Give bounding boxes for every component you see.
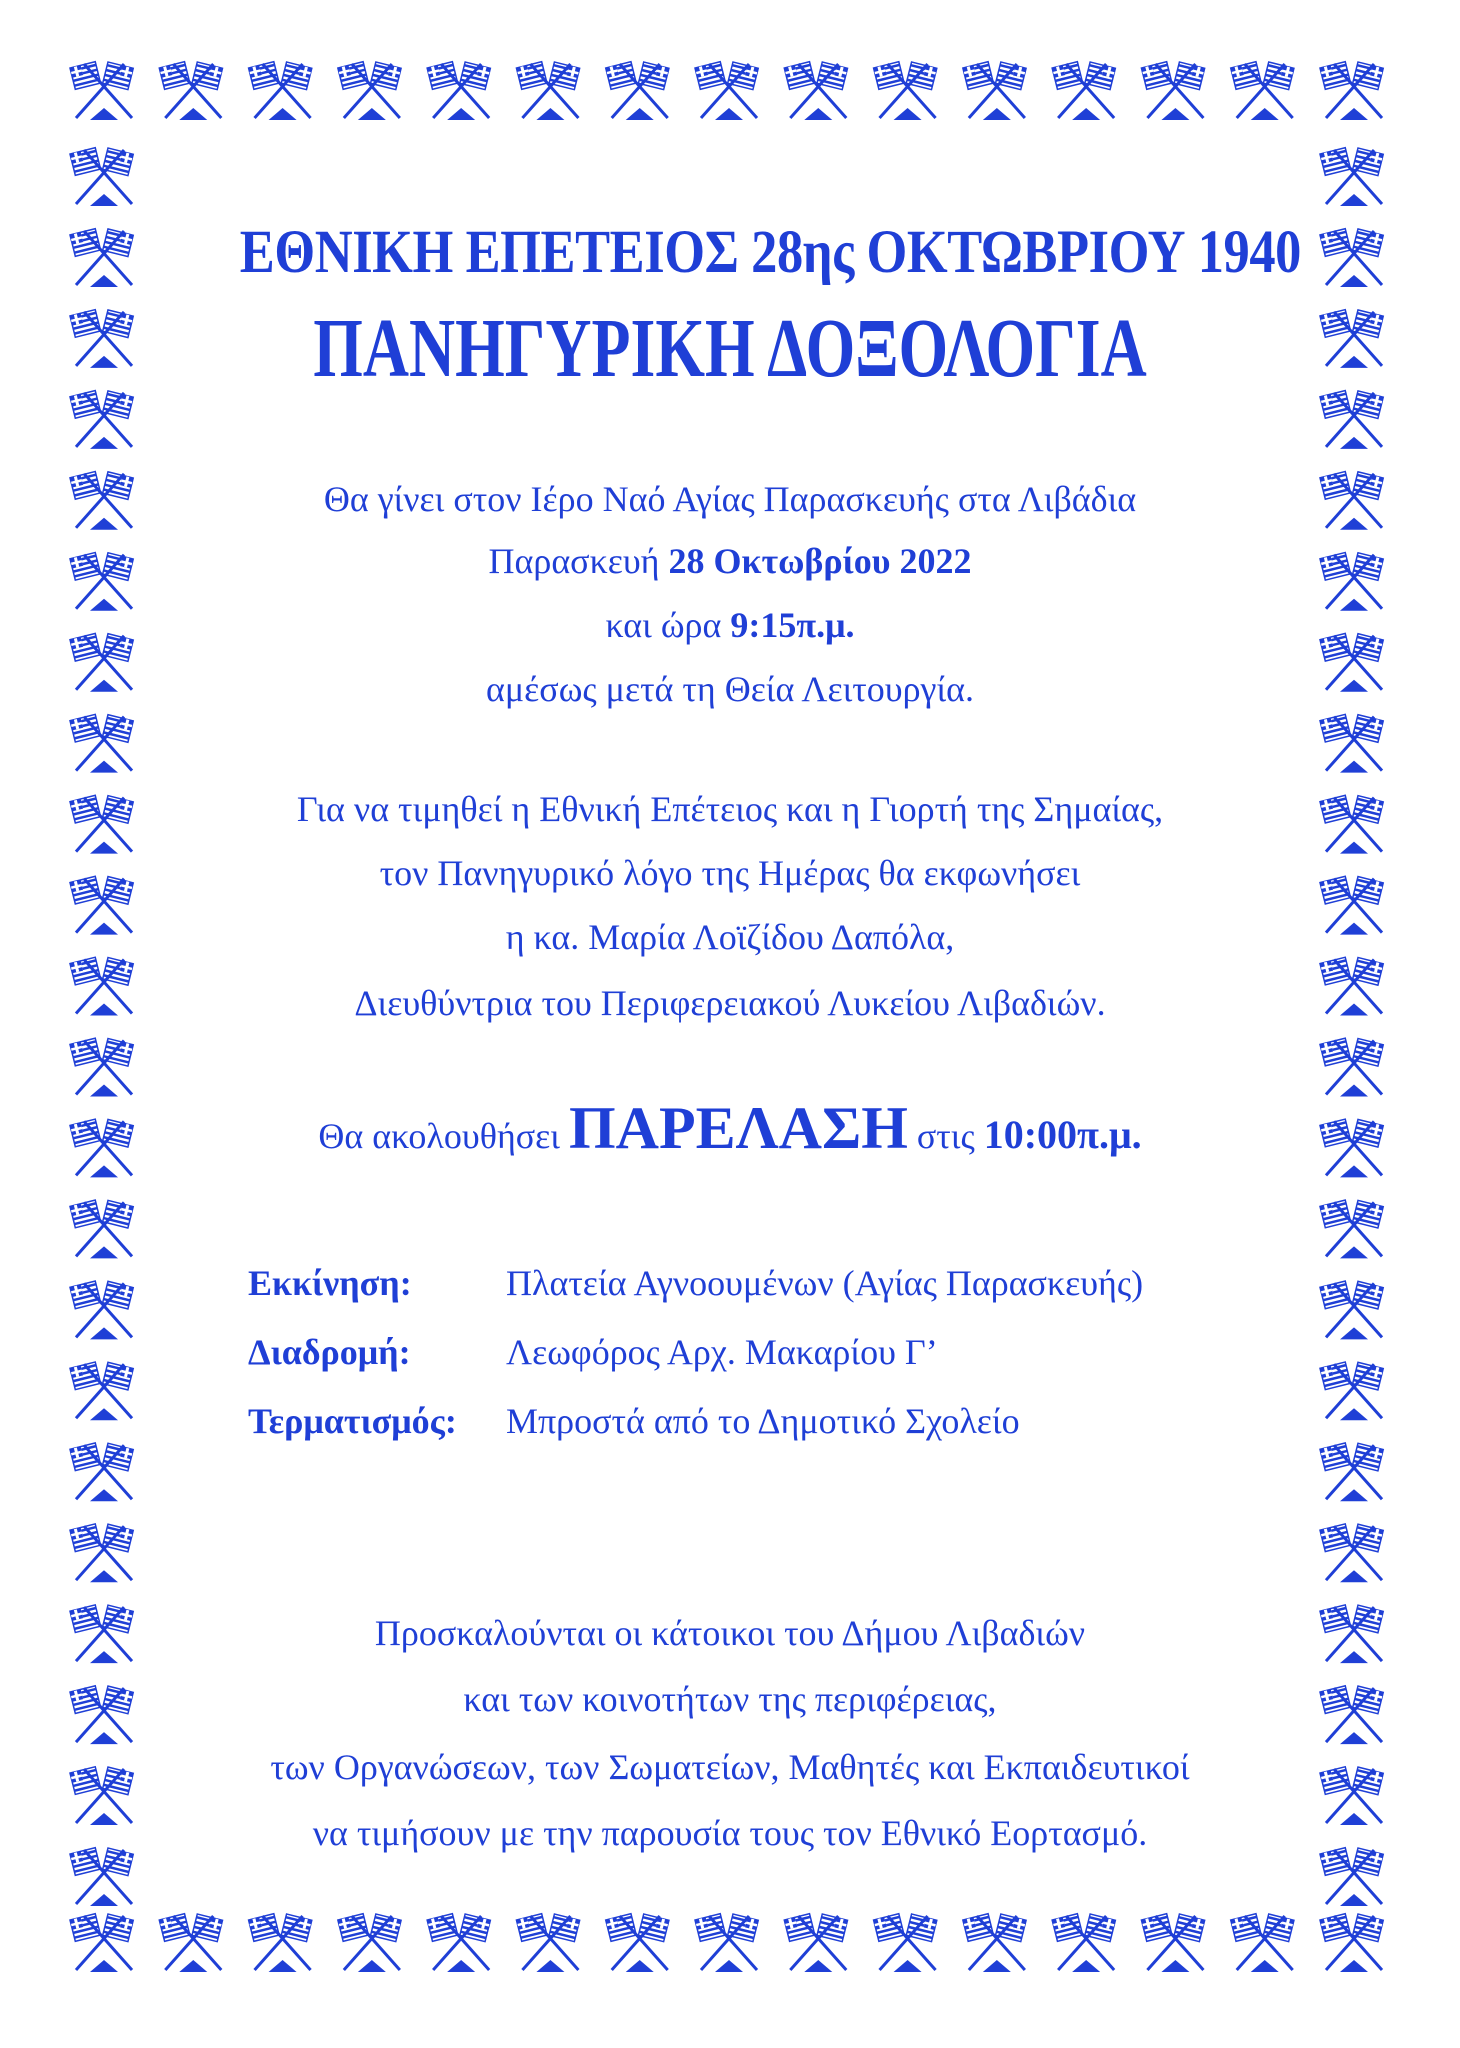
time-prefix: και ώρα xyxy=(605,605,722,645)
route-end xyxy=(248,1400,1143,1469)
parade-prefix: Θα ακολουθήσει xyxy=(318,1116,560,1156)
route-start xyxy=(248,1262,1143,1331)
invitation-line-1: Προσκαλούνται οι κάτοικοι του Δήμου Λιβαδιών xyxy=(374,1613,1086,1653)
speaker-title: Διευθύντρια του Περιφερειακού Λυκείου Λιβαδιών. xyxy=(354,983,1106,1023)
doxology-after: αμέσως μετά τη Θεία Λειτουργία. xyxy=(486,669,974,709)
route-path-value: Λεωφόρος Αρχ. Μακαρίου Γ’ xyxy=(506,1332,938,1372)
route-path xyxy=(248,1331,1143,1400)
doxology-date: 28 Οκτωβρίου 2022 xyxy=(668,541,972,581)
doxology-time-line xyxy=(160,604,1300,646)
route-start-label: Εκκίνηση: xyxy=(248,1263,412,1303)
route-details xyxy=(248,1262,1143,1469)
parade-announcement xyxy=(160,1094,1300,1163)
doxology-time: 9:15π.μ. xyxy=(730,605,855,645)
parade-word: ΠΑΡΕΛΑΣΗ xyxy=(568,1095,908,1161)
invitation-line-2: και των κοινοτήτων της περιφέρειας, xyxy=(463,1679,997,1719)
route-path-label: Διαδρομή: xyxy=(248,1332,411,1372)
speech-line-1: Για να τιμηθεί η Εθνική Επέτειος και η Γιορτή της Σημαίας, xyxy=(296,789,1164,829)
route-start-value: Πλατεία Αγνοουμένων (Αγίας Παρασκευής) xyxy=(506,1263,1144,1303)
doxology-date-line xyxy=(160,540,1300,582)
speaker-name: η κα. Μαρία Λοϊζίδου Δαπόλα, xyxy=(505,917,955,957)
parade-time: 10:00π.μ. xyxy=(983,1112,1142,1157)
invitation-line-3: των Οργανώσεων, των Σωματείων, Μαθητές και Εκπαιδευτικοί xyxy=(270,1747,1190,1787)
invitation-line-4: να τιμήσουν με την παρουσία τους τον Εθνικό Εορτασμό. xyxy=(312,1813,1148,1853)
route-end-label: Τερματισμός: xyxy=(248,1401,457,1441)
parade-middle: στις xyxy=(916,1116,975,1156)
title-doxology: ΠΑΝΗΓΥΡΙΚΗ ΔΟΞΟΛΟΓΙΑ xyxy=(313,302,1147,395)
speech-line-2: τον Πανηγυρικό λόγο της Ημέρας θα εκφωνήσει xyxy=(379,853,1081,893)
route-end-value: Μπροστά από το Δημοτικό Σχολείο xyxy=(506,1401,1020,1441)
doxology-location: Θα γίνει στον Ιέρο Ναό Αγίας Παρασκευής στα Λιβάδια xyxy=(323,479,1137,519)
day-prefix: Παρασκευή xyxy=(488,541,660,581)
title-anniversary: ΕΘΝΙΚΗ ΕΠΕΤΕΙΟΣ 28ης ΟΚΤΩΒΡΙΟΥ 1940 xyxy=(239,219,1301,286)
